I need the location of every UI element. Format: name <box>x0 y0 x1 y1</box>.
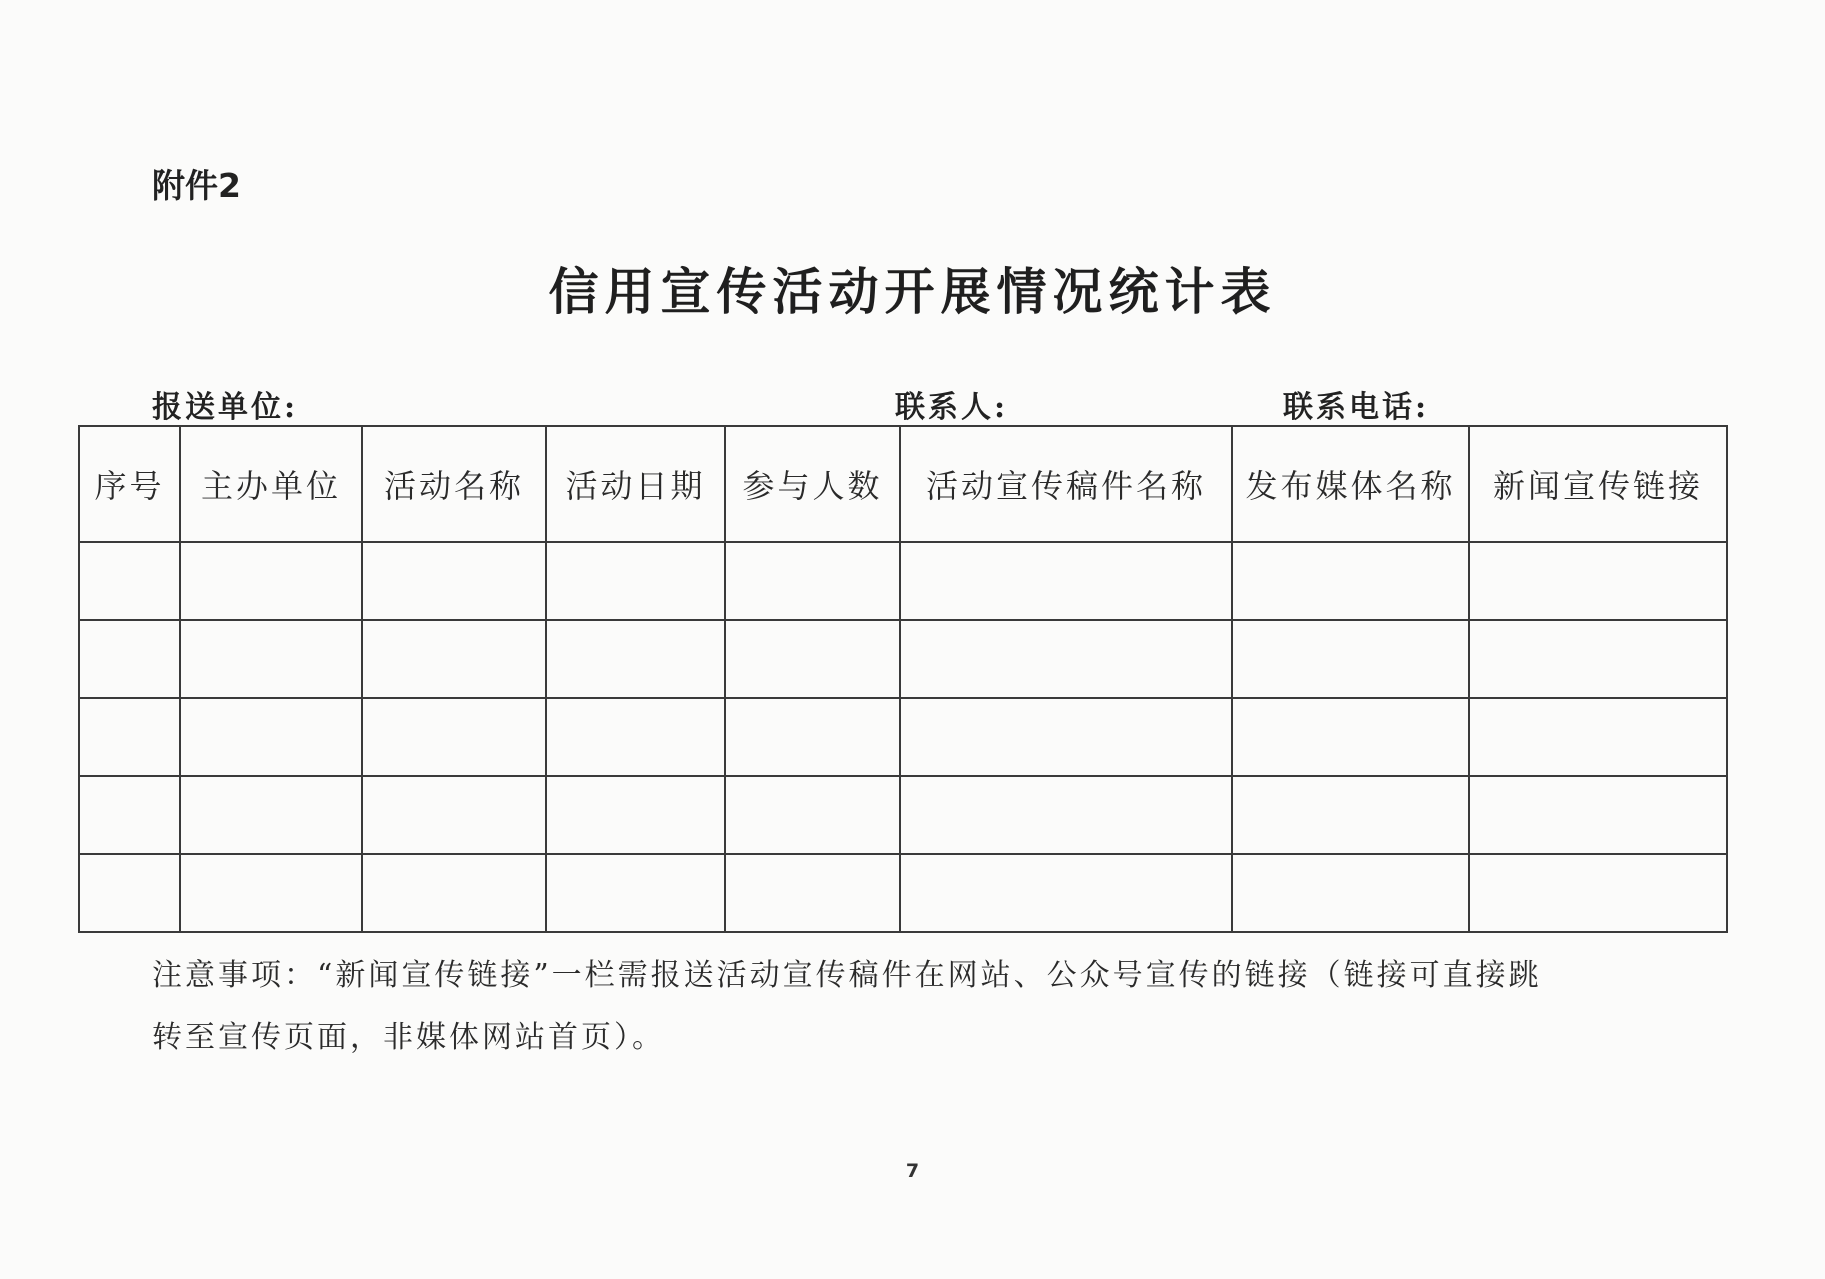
table-cell[interactable] <box>79 776 180 854</box>
table-cell[interactable] <box>1232 698 1469 776</box>
table-cell[interactable] <box>900 542 1232 620</box>
column-header-activity-name: 活动名称 <box>362 426 546 542</box>
column-header-serial-number: 序号 <box>79 426 180 542</box>
table-cell[interactable] <box>180 542 362 620</box>
table-cell[interactable] <box>79 854 180 932</box>
table-cell[interactable] <box>725 698 900 776</box>
table-header-row <box>79 426 1727 542</box>
table-cell[interactable] <box>180 620 362 698</box>
table-cell[interactable] <box>725 620 900 698</box>
notes-line-1: 注意事项：“新闻宣传链接”一栏需报送活动宣传稿件在网站、公众号宣传的链接（链接可直接跳 <box>152 958 1542 993</box>
table-cell[interactable] <box>725 542 900 620</box>
table-cell[interactable] <box>362 620 546 698</box>
column-header-host-unit: 主办单位 <box>180 426 362 542</box>
table-cell[interactable] <box>1232 854 1469 932</box>
table-cell[interactable] <box>900 854 1232 932</box>
contact-phone-label: 联系电话: <box>1283 390 1430 425</box>
column-header-media-name: 发布媒体名称 <box>1232 426 1469 542</box>
column-header-activity-date: 活动日期 <box>546 426 725 542</box>
table-cell[interactable] <box>1232 776 1469 854</box>
notes-section <box>152 945 1692 1069</box>
table-body <box>79 542 1727 932</box>
table-cell[interactable] <box>900 776 1232 854</box>
table-cell[interactable] <box>546 776 725 854</box>
table-row <box>79 776 1727 854</box>
table-cell[interactable] <box>362 776 546 854</box>
reporting-unit-label: 报送单位: <box>152 390 299 425</box>
table-row <box>79 620 1727 698</box>
attachment-label: 附件2 <box>152 166 241 205</box>
column-header-participant-count: 参与人数 <box>725 426 900 542</box>
contact-person-label: 联系人: <box>895 390 1009 425</box>
table-cell[interactable] <box>362 542 546 620</box>
table-cell[interactable] <box>1469 698 1727 776</box>
table-cell[interactable] <box>546 542 725 620</box>
table-cell[interactable] <box>180 854 362 932</box>
table-cell[interactable] <box>362 854 546 932</box>
table-cell[interactable] <box>546 620 725 698</box>
column-header-news-link: 新闻宣传链接 <box>1469 426 1727 542</box>
table-cell[interactable] <box>1469 854 1727 932</box>
column-header-press-release-name: 活动宣传稿件名称 <box>900 426 1232 542</box>
table-row <box>79 698 1727 776</box>
table-cell[interactable] <box>1469 542 1727 620</box>
table-row <box>79 542 1727 620</box>
table-cell[interactable] <box>725 776 900 854</box>
table-cell[interactable] <box>546 698 725 776</box>
table-cell[interactable] <box>900 698 1232 776</box>
page-title: 信用宣传活动开展情况统计表 <box>548 262 1277 321</box>
table-cell[interactable] <box>362 698 546 776</box>
page-number: 7 <box>905 1160 920 1182</box>
table-cell[interactable] <box>1232 542 1469 620</box>
notes-line-2: 转至宣传页面，非媒体网站首页）。 <box>152 1020 665 1055</box>
table-cell[interactable] <box>1232 620 1469 698</box>
table-cell[interactable] <box>1469 620 1727 698</box>
table-cell[interactable] <box>1469 776 1727 854</box>
table-cell[interactable] <box>180 776 362 854</box>
table-cell[interactable] <box>79 542 180 620</box>
table-cell[interactable] <box>546 854 725 932</box>
statistics-table <box>78 425 1728 933</box>
table-cell[interactable] <box>79 698 180 776</box>
table-cell[interactable] <box>79 620 180 698</box>
table-cell[interactable] <box>725 854 900 932</box>
table-row <box>79 854 1727 932</box>
table-cell[interactable] <box>180 698 362 776</box>
table-cell[interactable] <box>900 620 1232 698</box>
